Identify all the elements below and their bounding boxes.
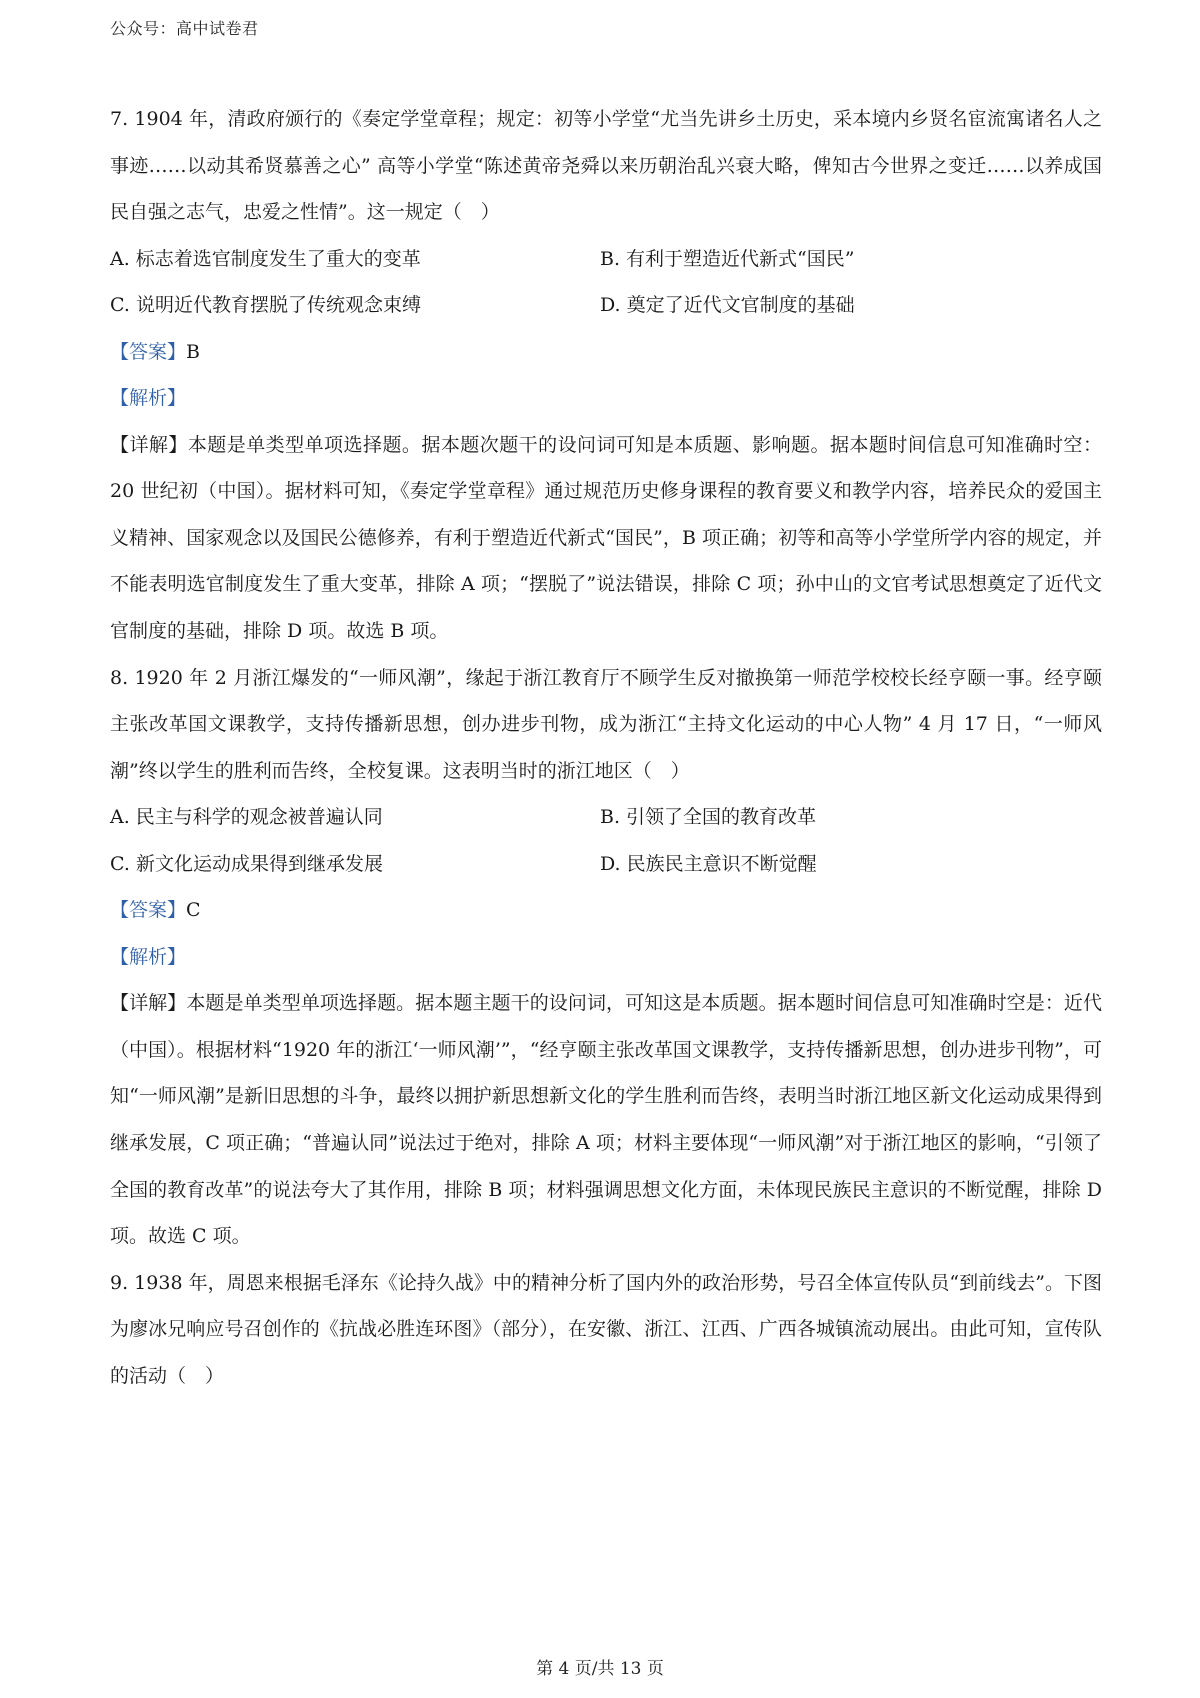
question-7-answer bbox=[110, 329, 1102, 376]
detail-label: 【详解】 bbox=[110, 992, 187, 1015]
analysis-label: 【解析】 bbox=[110, 945, 187, 968]
question-7-option-d: D. 奠定了近代文官制度的基础 bbox=[600, 294, 855, 317]
question-7-options bbox=[110, 236, 1102, 329]
analysis-label: 【解析】 bbox=[110, 387, 187, 410]
page-content bbox=[110, 96, 1102, 1399]
question-9-stem: 9. 1938 年，周恩来根据毛泽东《论持久战》中的精神分析了国内外的政治形势，号召全体宣传队员“到前线去”。下图为廖冰兄响应号召创作的《抗战必胜连环图》（部分），在安徽、浙江、江西、广西各城镇流动展出。由此可知，宣传队的活动（ ） bbox=[110, 1271, 1102, 1387]
question-7-option-b: B. 有利于塑造近代新式“国民” bbox=[600, 247, 855, 270]
question-8-answer bbox=[110, 887, 1102, 934]
question-8-option-c: C. 新文化运动成果得到继承发展 bbox=[110, 852, 383, 875]
answer-label: 【答案】 bbox=[110, 340, 187, 363]
question-7-option-a: A. 标志着选官制度发生了重大的变革 bbox=[110, 247, 421, 270]
question-7-stem: 7. 1904 年，清政府颁行的《奏定学堂章程；规定：初等小学堂“尤当先讲乡土历史，采本境内乡贤名宦流寓诸名人之事迹……以动其希贤慕善之心” 高等小学堂“陈述黄帝尧舜以来历朝治乱兴衰大略，俾知古今世界之变迁……以养成国民自强之志气，忠爱之性情”。这一规定（ ） bbox=[110, 108, 1102, 224]
answer-label: 【答案】 bbox=[110, 899, 187, 922]
detail-text: 本题是单类型单项选择题。据本题主题干的设问词，可知这是本质题。据本题时间信息可知准确时空是：近代（中国）。根据材料“1920 年的浙江‘一师风潮’”，“经亨颐主张改革国文课教学，支持传播新思想，创办进步刊物”，可知“一师风潮”是新旧思想的斗争，最终以拥护新思想新文化的学生胜利而告终，表明当时浙江地区新文化运动成果得到继承发展，C 项正确；“普遍认同”说法过于绝对，排除 A 项；材料主要体现“一师风潮”对于浙江地区的影响，“引领了全国的教育改革”的说法夸大了其作用，排除 B 项；材料强调思想文化方面，未体现民族民主意识的不断觉醒，排除 D 项。故选 C 项。 bbox=[110, 992, 1102, 1248]
question-7-analysis-heading bbox=[110, 375, 1102, 422]
question-8-detail bbox=[110, 980, 1102, 1259]
page-number: 第 4 页/共 13 页 bbox=[536, 1659, 664, 1679]
question-7-detail bbox=[110, 422, 1102, 655]
answer-value: C bbox=[186, 899, 201, 922]
detail-label: 【详解】 bbox=[110, 433, 188, 456]
question-8-analysis-heading bbox=[110, 934, 1102, 981]
page-header: 公众号：高中试卷君 bbox=[110, 19, 259, 38]
detail-text: 本题是单类型单项选择题。据本题次题干的设问词可知是本质题、影响题。据本题时间信息可知准确时空：20 世纪初（中国）。据材料可知，《奏定学堂章程》通过规范历史修身课程的教育要义和教学内容，培养民众的爱国主义精神、国家观念以及国民公德修养，有利于塑造近代新式“国民”，B 项正确；初等和高等小学堂所学内容的规定，并不能表明选官制度发生了重大变革，排除 A 项；“摆脱了”说法错误，排除 C 项；孙中山的文官考试思想奠定了近代文官制度的基础，排除 D 项。故选 B 项。 bbox=[110, 433, 1102, 643]
question-8-stem: 8. 1920 年 2 月浙江爆发的“一师风潮”，缘起于浙江教育厅不顾学生反对撤换第一师范学校校长经亨颐一事。经亨颐主张改革国文课教学，支持传播新思想，创办进步刊物，成为浙江“主持文化运动的中心人物” 4 月 17 日，“一师风潮”终以学生的胜利而告终，全校复课。这表明当时的浙江地区（ ） bbox=[110, 666, 1102, 782]
question-8-option-d: D. 民族民主意识不断觉醒 bbox=[600, 852, 817, 875]
answer-value: B bbox=[186, 340, 200, 363]
question-8-option-a: A. 民主与科学的观念被普遍认同 bbox=[110, 806, 383, 829]
question-8-option-b: B. 引领了全国的教育改革 bbox=[600, 806, 817, 829]
question-7-option-c: C. 说明近代教育摆脱了传统观念束缚 bbox=[110, 294, 421, 317]
question-8-options bbox=[110, 794, 1102, 887]
